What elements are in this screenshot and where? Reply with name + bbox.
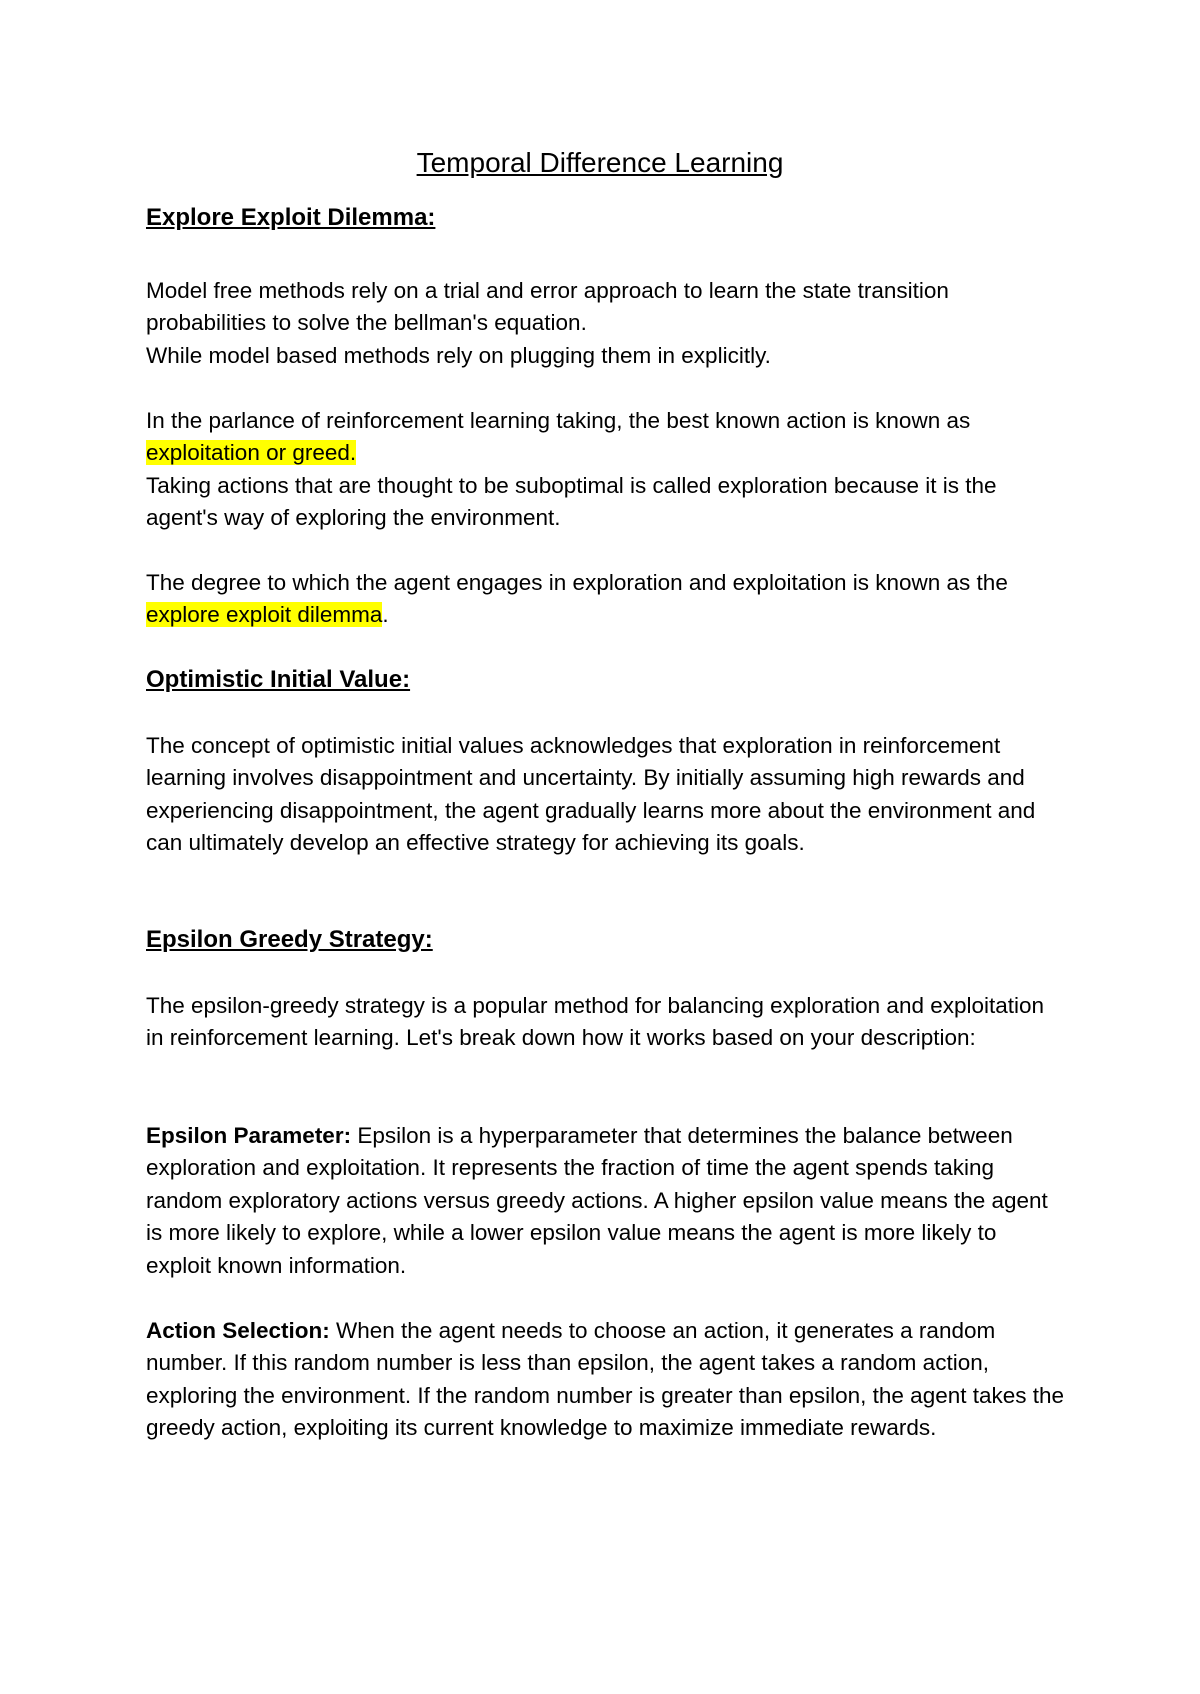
- paragraph-optimistic: The concept of optimistic initial values acknowledges that exploration in reinforcement learning involves disappointment and uncertainty. By initially assuming high rewards and experiencing disappointment, the agent gradually learns more about the environment and can ultimately develop an effective strategy for achieving its goals.: [146, 733, 1036, 856]
- action-selection-text: When the agent needs to choose an action, it generates a random number. If this random number is less than epsilon, the agent takes a random action, exploring the environment. If the random number is greater than epsilon, the agent takes the greedy action, exploiting its current knowledge to maximize immediate rewards.: [146, 1318, 1065, 1441]
- heading-epsilon-greedy: Epsilon Greedy Strategy:: [146, 926, 433, 953]
- paragraph-model-free: Model free methods rely on a trial and error approach to learn the state transition probabilities to solve the bellman's equation.: [146, 278, 949, 336]
- paragraph-epsilon-parameter: [146, 1120, 1066, 1282]
- highlight-explore-exploit-dilemma: explore exploit dilemma: [146, 602, 383, 628]
- label-action-selection: Action Selection:: [146, 1318, 330, 1343]
- dilemma-text-before: The degree to which the agent engages in exploration and exploitation is known as the: [146, 570, 1008, 595]
- document-title: Temporal Difference Learning: [416, 147, 784, 178]
- paragraph-exploration: Taking actions that are thought to be suboptimal is called exploration because it is the agent's way of exploring the environment.: [146, 473, 997, 531]
- label-epsilon-parameter: Epsilon Parameter:: [146, 1123, 352, 1148]
- heading-optimistic-initial-value: Optimistic Initial Value:: [146, 666, 411, 693]
- heading-explore-exploit: Explore Exploit Dilemma:: [146, 204, 436, 231]
- exploitation-text: In the parlance of reinforcement learning taking, the best known action is known as: [146, 408, 971, 433]
- paragraph-action-selection: [146, 1315, 1066, 1445]
- epsilon-parameter-text: Epsilon is a hyperparameter that determines the balance between exploration and exploitation. It represents the fraction of time the agent spends taking random exploratory actions versus greedy actions. A higher epsilon value means the agent is more likely to explore, while a lower epsilon value means the agent is more likely to exploit known information.: [146, 1123, 1048, 1278]
- paragraph-exploitation: [146, 405, 1066, 470]
- paragraph-dilemma: [146, 567, 1066, 632]
- paragraph-model-based: While model based methods rely on plugging them in explicitly.: [146, 343, 771, 368]
- dilemma-text-after: .: [382, 602, 389, 628]
- highlight-exploitation-or-greed: exploitation or greed.: [146, 440, 357, 466]
- paragraph-epsilon-intro: The epsilon-greedy strategy is a popular method for balancing exploration and exploitation in reinforcement learning. Let's break down how it works based on your description:: [146, 993, 1045, 1051]
